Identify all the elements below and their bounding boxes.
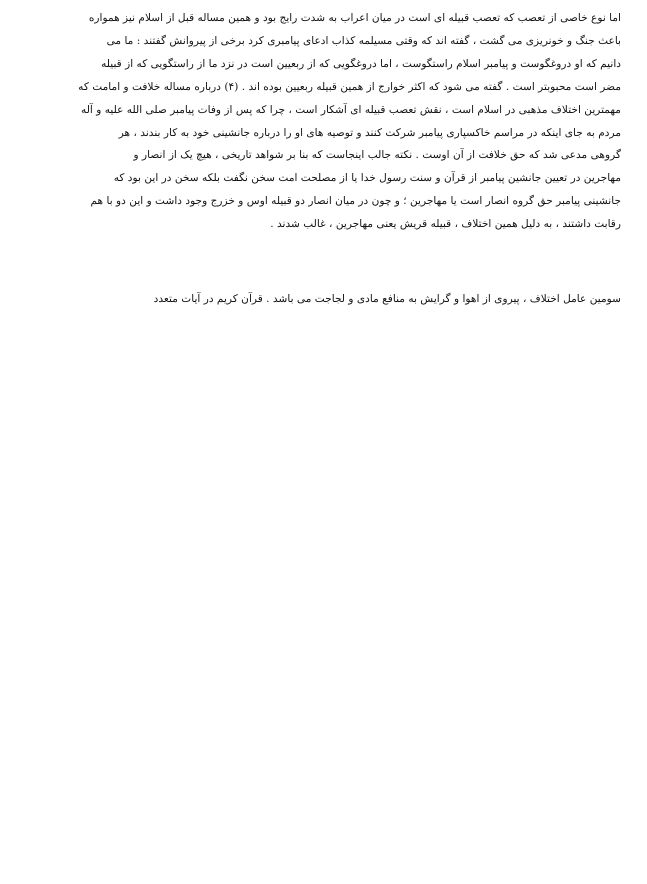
text-line: سومین عامل اختلاف ، پیروی از اهوا و گرایش به منافع مادی و لجاجت می باشد . قرآن کریم در آیات متعدد [153,293,621,305]
paragraph-tribal-prejudice [26,7,621,236]
text-line: رقابت داشتند ، به دلیل همین اختلاف ، قبیله قریش یعنی مهاجرین ، غالب شدند . [270,218,621,231]
text-line: مهاجرین در تعیین جانشین پیامبر از قرآن و سنت رسول خدا یا از مصلحت امت سخن نگفت بلکه سخن در این بود که [113,172,621,185]
paragraph-third-factor [26,288,621,310]
text-line: مضر است محبوبتر است . گفته می شود که اکثر خوارج از همین قبیله ربعیین بوده اند . (۴) درباره مساله خلافت و امامت که [78,80,621,93]
text-line: دانیم که او دروغگوست و پیامبر اسلام راستگوست ، اما دروغگویی که از ربعیین است در نزد ما از راستگویی که از قبیله [101,57,621,70]
text-line: اما نوع خاصی از تعصب که تعصب قبیله ای است در میان اعراب به شدت رایج بود و همین مساله قبل از اسلام نیز همواره [88,12,621,24]
text-line: باعث جنگ و خونریزی می گشت ، گفته اند که وقتی مسیلمه کذاب ادعای پیامبری کرد برخی از پیروانش گفتند : ما می [106,34,621,47]
text-line: گروهی مدعی شد که حق خلافت از آن اوست . نکته جالب اینجاست که بنا بر شواهد تاریخی ، هیچ یک از انصار و [133,149,621,162]
text-line: مردم به جای اینکه در مراسم خاکسپاری پیامبر شرکت کنند و توصیه های او را درباره جانشینی خود به کار بندند ، هر [118,126,621,139]
text-line: جانشینی پیامبر حق گروه انصار است یا مهاجرین ؛ و چون در میان انصار دو قبیله اوس و خزرج وجود داشت و این دو با هم [90,195,621,208]
text-line: مهمترین اختلاف مذهبی در اسلام است ، نقش تعصب قبیله ای آشکار است ، چرا که پس از وفات پیامبر صلی الله علیه و آله [81,103,621,116]
